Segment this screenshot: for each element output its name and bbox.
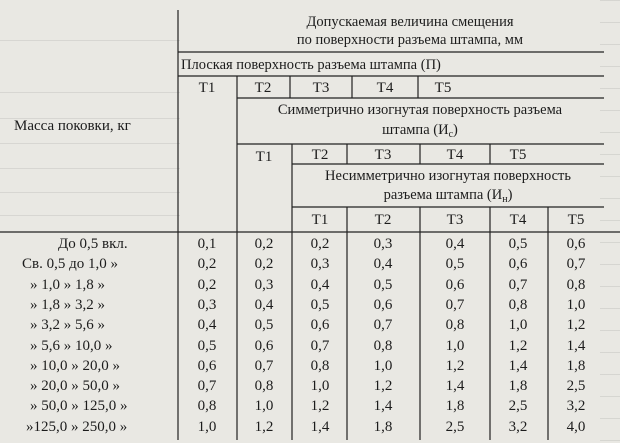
offset-value-cell: 1,8 — [566, 357, 586, 374]
offset-value-cell: 0,8 — [508, 296, 528, 313]
offset-value-cell: 0,5 — [197, 337, 217, 354]
offset-value-cell: 0,8 — [310, 357, 330, 374]
offset-value-cell: 0,3 — [197, 296, 217, 313]
offset-value-cell: 1,2 — [373, 378, 393, 395]
offset-value-cell: 0,8 — [566, 276, 586, 293]
offset-value-cell: 0,5 — [254, 317, 274, 334]
offset-value-cell: 0,6 — [445, 276, 465, 293]
offset-value-cell: 0,1 — [197, 236, 217, 252]
sym-class-t3: Т3 — [374, 147, 392, 163]
offset-value-cell: 0,8 — [373, 337, 393, 354]
row-header-mass: Масса поковки, кг — [14, 118, 131, 134]
sym-surface-header-line2: штампа $(И_с)$ — [382, 122, 458, 140]
offset-value-cell: 0,6 — [254, 337, 274, 354]
mass-range-cell: » 3,2 » 5,6 » — [30, 317, 105, 334]
offset-value-cell: 1,0 — [445, 337, 465, 354]
offset-value-cell: 0,6 — [508, 256, 528, 273]
offset-value-cell: 2,5 — [508, 398, 528, 415]
offset-value-cell: 3,2 — [566, 398, 586, 415]
offset-value-cell: 0,2 — [254, 256, 274, 273]
offset-value-cell: 1,2 — [508, 337, 528, 354]
offset-value-cell: 1,2 — [445, 357, 465, 374]
offset-value-cell: 1,0 — [310, 378, 330, 395]
offset-value-cell: 0,7 — [254, 357, 274, 374]
offset-value-cell: 0,2 — [310, 236, 330, 252]
offset-value-cell: 0,7 — [373, 317, 393, 334]
offset-value-cell: 3,2 — [508, 418, 528, 435]
asym-class-t2: Т2 — [374, 212, 392, 228]
offset-value-cell: 1,2 — [254, 418, 274, 435]
offset-value-cell: 0,7 — [445, 296, 465, 313]
sym-class-t4: Т4 — [446, 147, 464, 163]
flat-class-t4: Т4 — [376, 80, 394, 96]
sym-class-t5: Т5 — [509, 147, 527, 163]
offset-value-cell: 0,4 — [373, 256, 393, 273]
offset-value-cell: 0,2 — [197, 256, 217, 273]
offset-value-cell: 0,3 — [373, 236, 393, 252]
offset-value-cell: 0,3 — [254, 276, 274, 293]
offset-value-cell: 1,0 — [566, 296, 586, 313]
mass-range-cell: Св. 0,5 до 1,0 » — [22, 256, 118, 273]
offset-value-cell: 0,7 — [310, 337, 330, 354]
sym-class-t2: Т2 — [311, 147, 329, 163]
asym-surface-header-line1: Несимметрично изогнутая поверхность — [324, 168, 572, 184]
offset-value-cell: 1,2 — [310, 398, 330, 415]
offset-value-cell: 4,0 — [566, 418, 586, 435]
offset-value-cell: 0,6 — [373, 296, 393, 313]
offset-value-cell: 2,5 — [445, 418, 465, 435]
offset-value-cell: 1,4 — [310, 418, 330, 435]
offset-value-cell: 1,4 — [373, 398, 393, 415]
asym-class-t3: Т3 — [446, 212, 464, 228]
mass-range-cell: » 1,8 » 3,2 » — [30, 296, 105, 313]
offset-value-cell: 0,5 — [310, 296, 330, 313]
offset-value-cell: 0,8 — [197, 398, 217, 415]
sym-surface-header-line1: Симметрично изогнутая поверхность разъема — [277, 102, 563, 118]
asym-class-t1: Т1 — [311, 212, 329, 228]
mass-range-cell: »125,0 » 250,0 » — [26, 418, 128, 435]
offset-value-cell: 1,0 — [373, 357, 393, 374]
offset-value-cell: 0,8 — [445, 317, 465, 334]
offset-value-cell: 0,4 — [197, 317, 217, 334]
flat-class-t5: Т5 — [434, 80, 452, 96]
mass-range-cell: До 0,5 вкл. — [58, 236, 128, 252]
offset-value-cell: 1,0 — [197, 418, 217, 435]
offset-value-cell: 0,5 — [445, 256, 465, 273]
mass-range-cell: » 1,0 » 1,8 » — [30, 276, 105, 293]
asym-class-t4: Т4 — [509, 212, 527, 228]
offset-value-cell: 0,3 — [310, 256, 330, 273]
offset-value-cell: 0,7 — [566, 256, 586, 273]
offset-value-cell: 1,2 — [566, 317, 586, 334]
table-title-line1: Допускаемая величина смещения — [306, 14, 514, 30]
mass-range-cell: » 20,0 » 50,0 » — [30, 378, 120, 395]
offset-value-cell: 1,0 — [508, 317, 528, 334]
offset-value-cell: 0,6 — [566, 236, 586, 252]
offset-value-cell: 0,2 — [254, 236, 274, 252]
table-title-line2: по поверхности разъема штампа, мм — [296, 32, 524, 48]
offset-value-cell: 0,4 — [445, 236, 465, 252]
offset-value-cell: 2,5 — [566, 378, 586, 395]
asym-surface-header-line2: разъема штампа $(И_н)$ — [383, 187, 513, 205]
offset-value-cell: 0,5 — [373, 276, 393, 293]
offset-value-cell: 1,0 — [254, 398, 274, 415]
offset-value-cell: 1,8 — [373, 418, 393, 435]
flat-class-t3: Т3 — [312, 80, 330, 96]
offset-value-cell: 0,6 — [197, 357, 217, 374]
offset-value-cell: 0,8 — [254, 378, 274, 395]
offset-value-cell: 0,5 — [508, 236, 528, 252]
flat-surface-header: Плоская поверхность разъема штампа (П) — [181, 57, 441, 73]
mass-range-cell: » 5,6 » 10,0 » — [30, 337, 113, 354]
offset-value-cell: 1,4 — [508, 357, 528, 374]
offset-value-cell: 0,4 — [310, 276, 330, 293]
offset-value-cell: 0,2 — [197, 276, 217, 293]
mass-range-cell: » 10,0 » 20,0 » — [30, 357, 120, 374]
sym-class-t1: Т1 — [255, 149, 273, 165]
offset-value-cell: 0,4 — [254, 296, 274, 313]
offset-value-cell: 1,8 — [445, 398, 465, 415]
asym-class-t5: Т5 — [567, 212, 585, 228]
offset-value-cell: 1,4 — [566, 337, 586, 354]
offset-value-cell: 0,6 — [310, 317, 330, 334]
flat-class-t2: Т2 — [254, 80, 272, 96]
offset-value-cell: 0,7 — [508, 276, 528, 293]
offset-value-cell: 0,7 — [197, 378, 217, 395]
flat-class-t1: Т1 — [198, 80, 216, 96]
mass-range-cell: » 50,0 » 125,0 » — [30, 398, 128, 415]
offset-value-cell: 1,8 — [508, 378, 528, 395]
offset-value-cell: 1,4 — [445, 378, 465, 395]
